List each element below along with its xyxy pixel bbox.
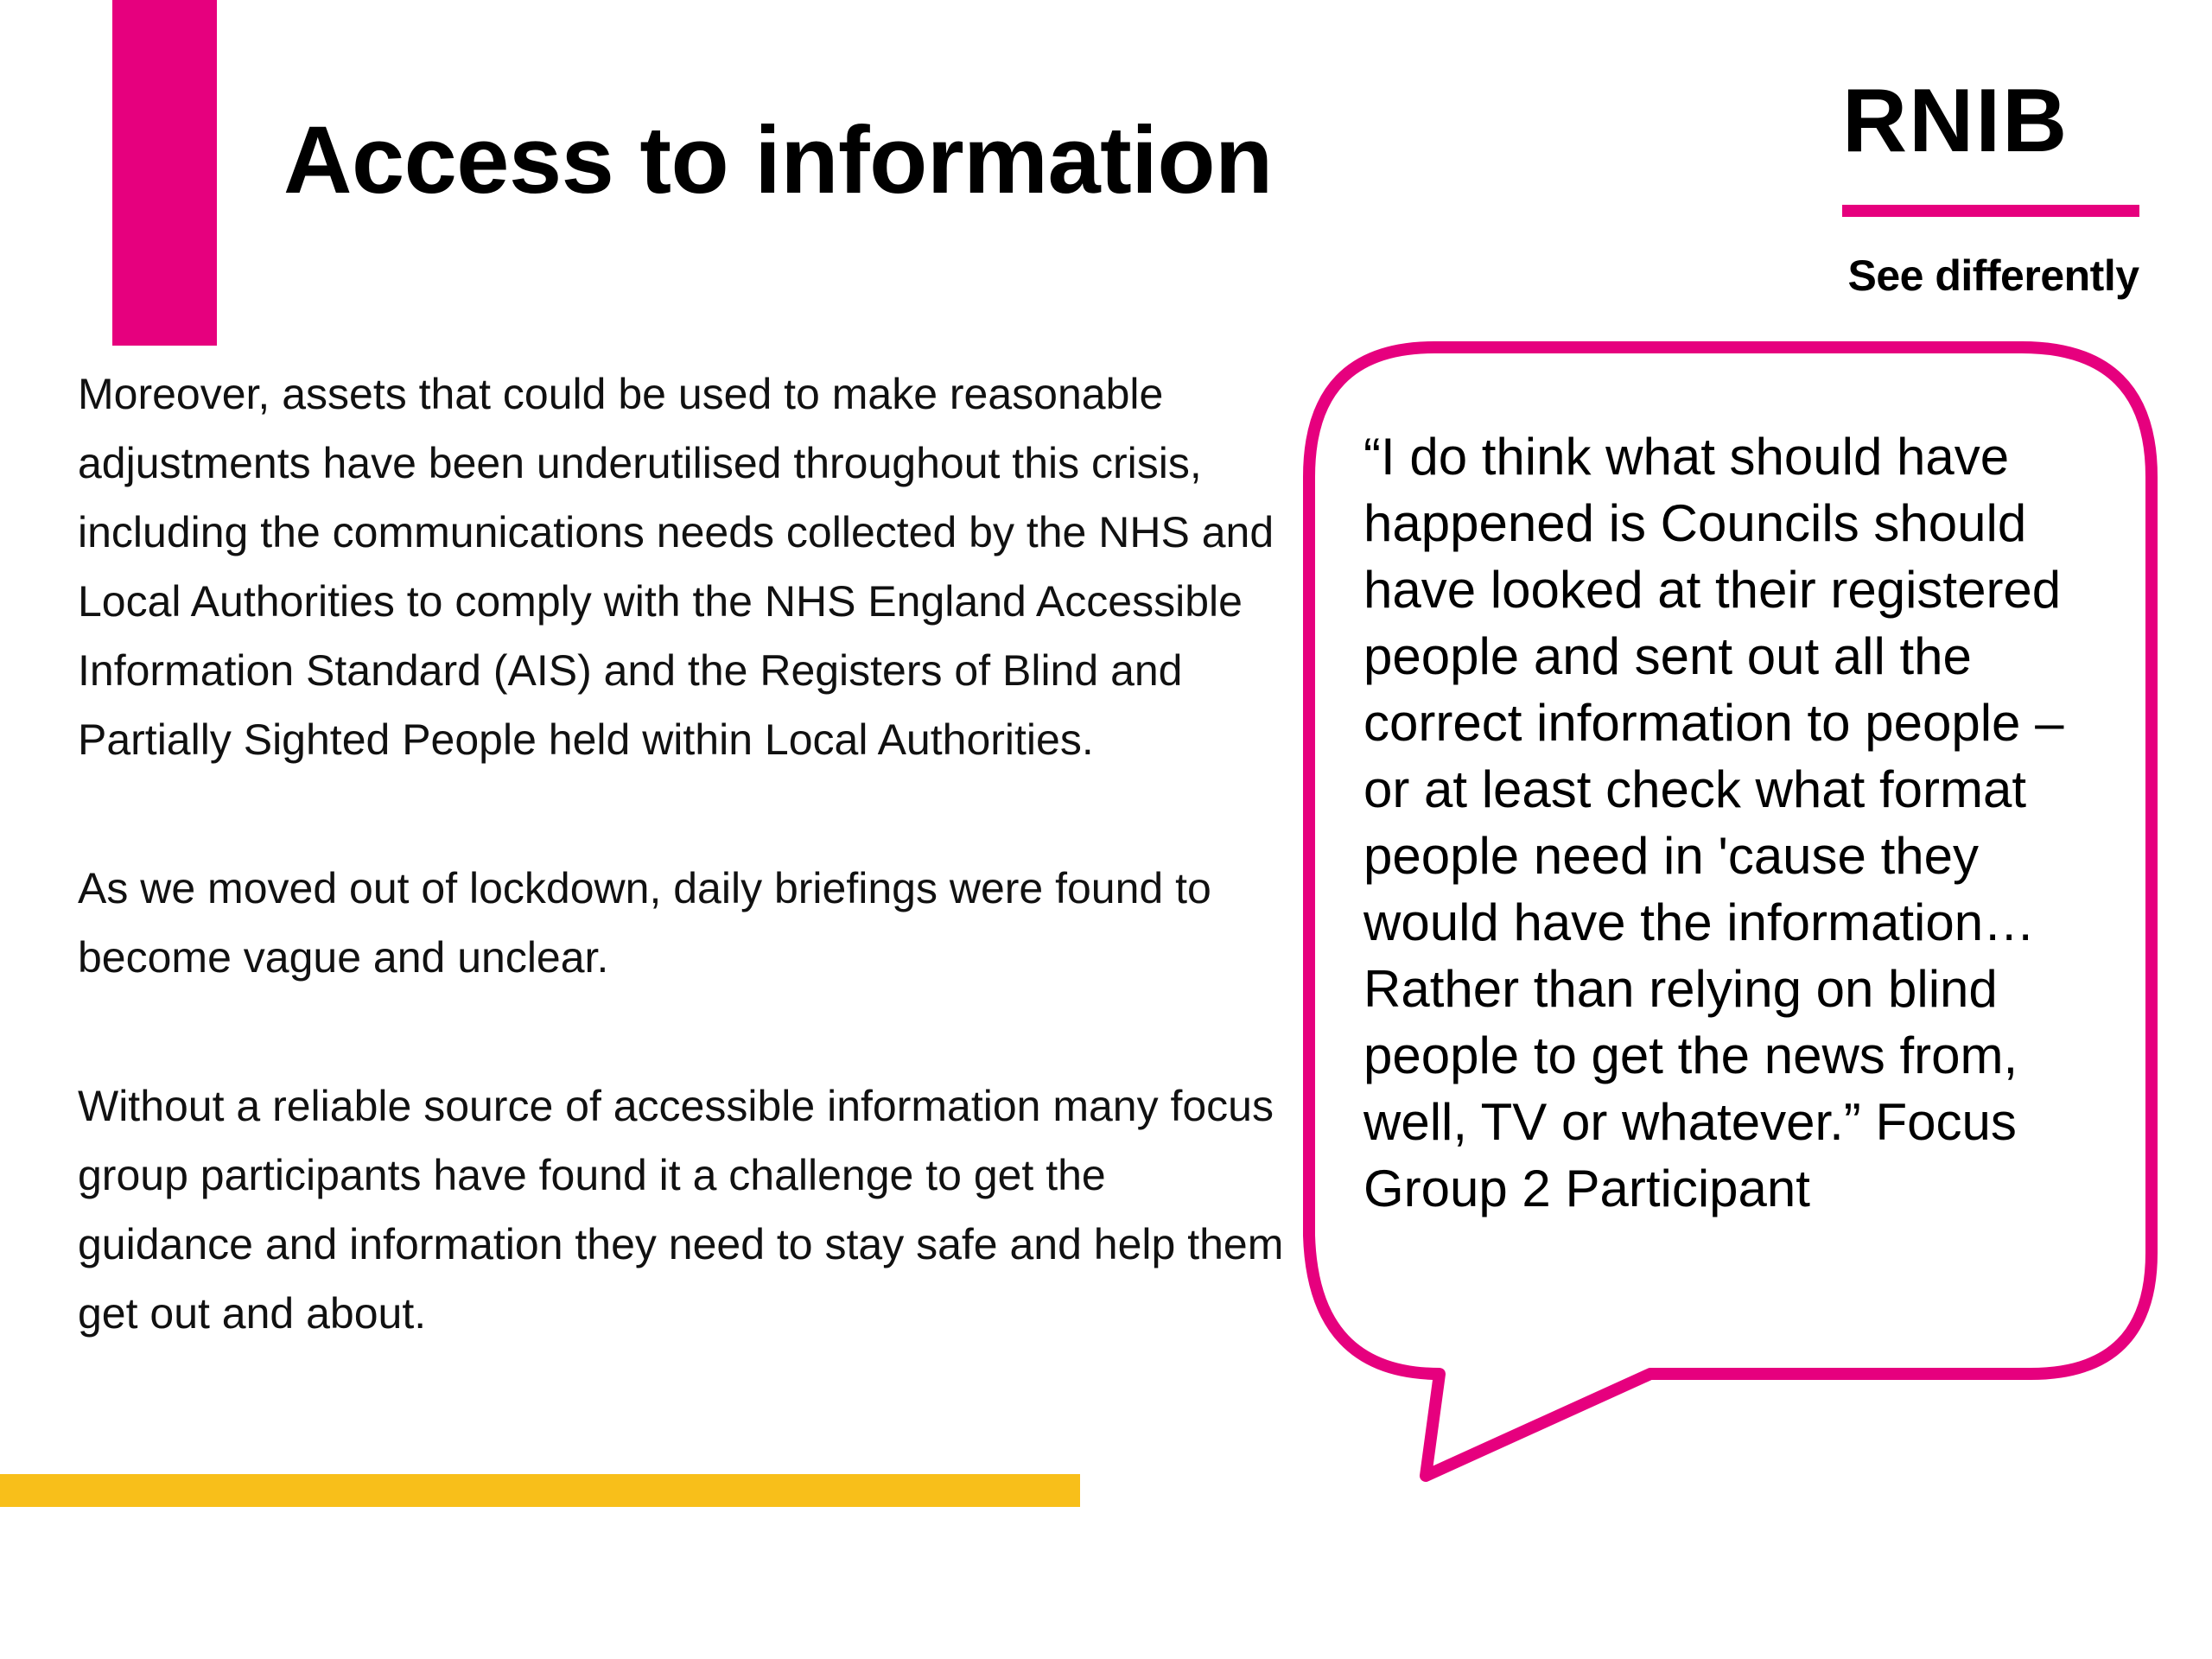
page-title: Access to information — [283, 107, 1273, 213]
logo-rule — [1842, 205, 2139, 217]
bottom-accent-bar — [0, 1474, 1080, 1507]
body-paragraph: Without a reliable source of accessible information many focus group participants have found it a challenge to get the guidance and information they need to stay safe and help them get out and about. — [78, 1082, 1284, 1338]
rnib-logo — [1842, 71, 2145, 309]
quote-text: “I do think what should have happened is Councils should have looked at their registered people and sent out all the correct information to people – or at least check what format people need in 'cause they would have the information… Rather than relying on blind people to get the news from, well, TV or whatever.” Focus Group 2 Participant — [1363, 428, 2064, 1217]
accent-bar — [112, 0, 217, 346]
logo-wordmark: RNIB — [1842, 71, 2069, 171]
body-paragraph: Moreover, assets that could be used to make reasonable adjustments have been underutilised throughout this crisis, including the communications needs collected by the NHS and Local Authorities to comply with the NHS England Accessible Information Standard (AIS) and the Registers of Blind and Partially Sighted People held within Local Authorities. — [78, 370, 1274, 764]
body-text — [78, 359, 1287, 1348]
body-paragraph: As we moved out of lockdown, daily briefings were found to become vague and unclear. — [78, 864, 1211, 982]
logo-tagline: See differently — [1847, 251, 2139, 300]
